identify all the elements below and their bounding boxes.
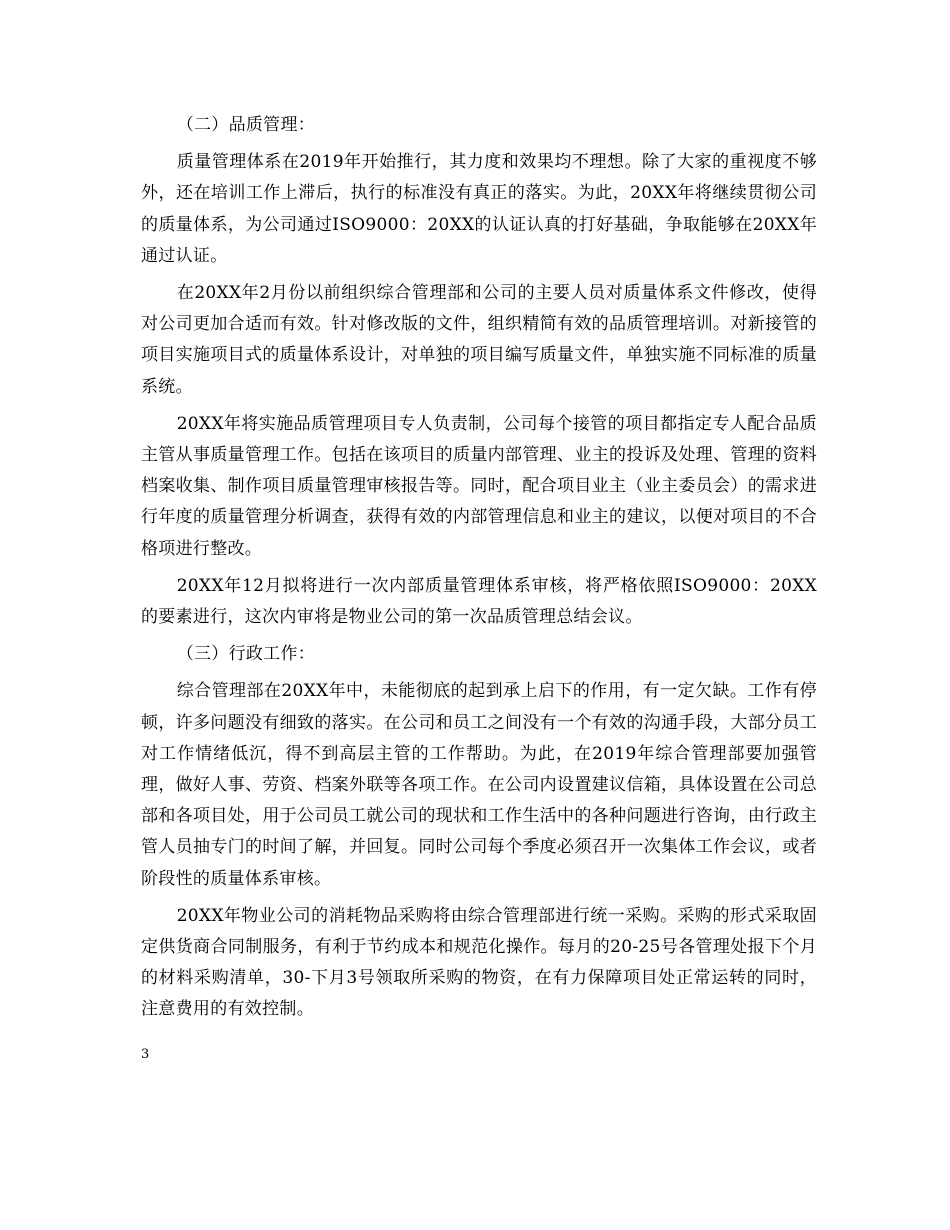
section-heading-quality: （二）品质管理： — [176, 115, 316, 135]
paragraph-quality-3: 20XX年将实施品质管理项目专人负责制，公司每个接管的项目都指定专人配合品质主管从事质量管理工作。包括在该项目的质量内部管理、业主的投诉及处理、管理的资料档案收集、制作项目质量管理审核报告等。同时，配合项目业主（业主委员会）的需求进行年度的质量管理分析调查，获得有效的内部管理信息和业主的建议，以便对项目的不合格项进行整改。 — [141, 413, 817, 559]
paragraph-admin-1: 综合管理部在20XX年中，未能彻底的起到承上启下的作用，有一定欠缺。工作有停顿，许多问题没有细致的落实。在公司和员工之间没有一个有效的沟通手段，大部分员工对工作情绪低沉，得不到高层主管的工作帮助。为此，在2019年综合管理部要加强管理，做好人事、劳资、档案外联等各项工作。在公司内设置建议信箱，具体设置在公司总部和各项目处，用于公司员工就公司的现状和工作生活中的各种问题进行咨询，由行政主管人员抽专门的时间了解，并回复。同时公司每个季度必须召开一次集体工作会议，或者阶段性的质量体系审核。 — [141, 681, 817, 889]
document-body — [141, 110, 817, 1026]
paragraph-quality-4: 20XX年12月拟将进行一次内部质量管理体系审核，将严格依照ISO9000：20XX的要素进行，这次内审将是物业公司的第一次品质管理总结会议。 — [141, 575, 817, 628]
paragraph-admin-2: 20XX年物业公司的消耗物品采购将由综合管理部进行统一采购。采购的形式采取固定供货商合同制服务，有利于节约成本和规范化操作。每月的20-25号各管理处报下个月的材料采购清单，30-下月3号领取所采购的物资，在有力保障项目处正常运转的同时，注意费用的有效控制。 — [141, 905, 817, 1020]
section-heading-admin: （三）行政工作： — [176, 644, 316, 665]
paragraph-quality-1: 质量管理体系在2019年开始推行，其力度和效果均不理想。除了大家的重视度不够外，还在培训工作上滞后，执行的标准没有真正的落实。为此，20XX年将继续贯彻公司的质量体系，为公司通过ISO9000：20XX的认证认真的打好基础，争取能够在20XX年通过认证。 — [141, 152, 817, 266]
paragraph-quality-2: 在20XX年2月份以前组织综合管理部和公司的主要人员对质量体系文件修改，使得对公司更加合适而有效。针对修改版的文件，组织精简有效的品质管理培训。对新接管的项目实施项目式的质量体系设计，对单独的项目编写质量文件，单独实施不同标准的质量系统。 — [141, 283, 817, 397]
page-number: 3 — [141, 1047, 150, 1062]
